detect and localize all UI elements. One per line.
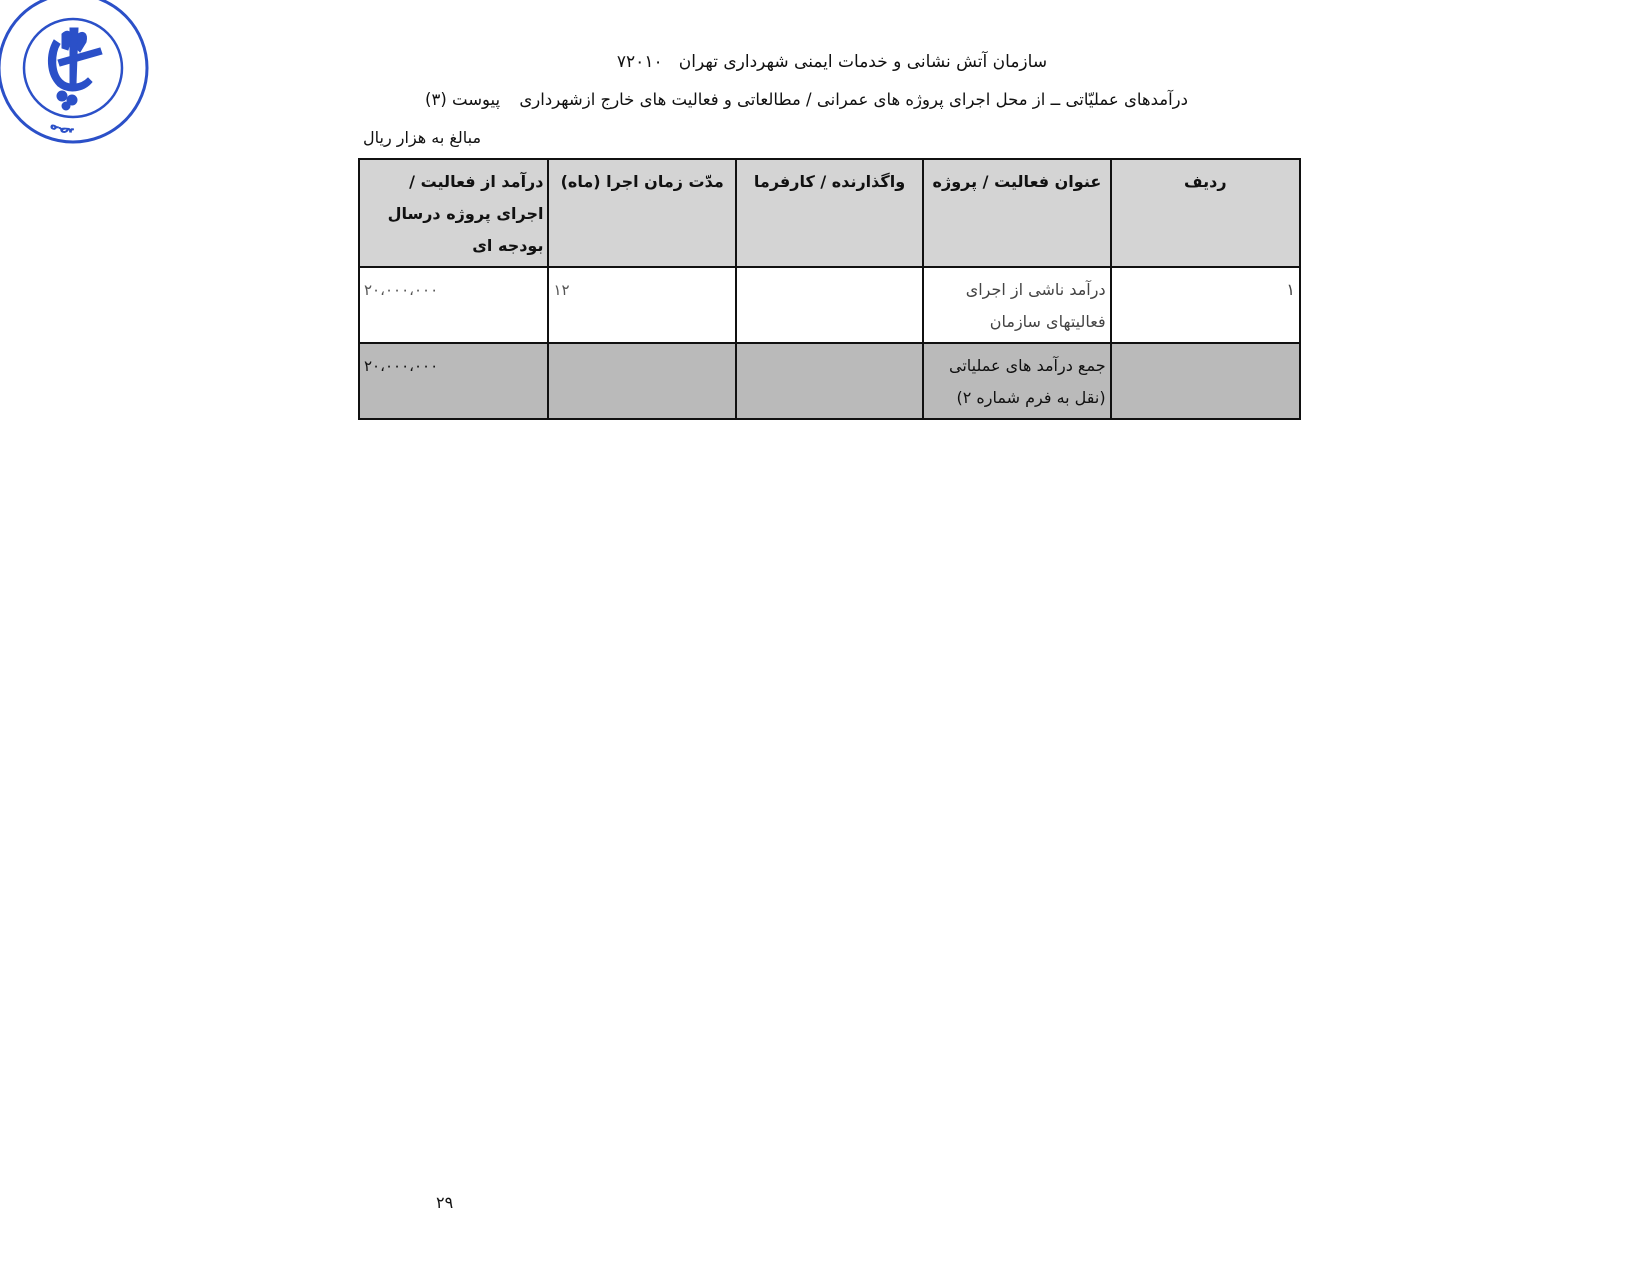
unit-note: مبالغ به هزار ریال (363, 128, 482, 147)
cell-title: درآمد ناشی از اجرای فعالیتهای سازمان (923, 267, 1110, 343)
column-header-row-number: ردیف (1111, 159, 1300, 267)
column-header-revenue: درآمد از فعالیت / اجرای پروژه درسال بودجه ای (359, 159, 548, 267)
column-header-client: واگذارنده / کارفرما (736, 159, 923, 267)
cell-client (736, 267, 923, 343)
organization-name: سازمان آتش نشانی و خدمات ایمنی شهرداری تهران (678, 52, 1048, 72)
table-header-row (359, 159, 1300, 267)
total-label: جمع درآمد های عملیاتی (نقل به فرم شماره ۲) (923, 343, 1110, 419)
total-cell-empty-3 (548, 343, 735, 419)
budget-code: ۷۲۰۱۰ (616, 52, 663, 72)
total-cell-empty-1 (1111, 343, 1300, 419)
total-row (359, 343, 1300, 419)
annex-label: پیوست (۳) (425, 90, 501, 109)
revenue-table (358, 158, 1301, 420)
total-cell-empty-2 (736, 343, 923, 419)
cell-revenue: ۲۰،۰۰۰،۰۰۰ (359, 267, 548, 343)
column-header-title: عنوان فعالیت / پروژه (923, 159, 1110, 267)
document-title (0, 52, 1650, 72)
column-header-duration: مدّت زمان اجرا (ماه) (548, 159, 735, 267)
cell-row-number: ۱ (1111, 267, 1300, 343)
stamp-ring-text: مص (46, 120, 75, 143)
page-number: ۲۹ (436, 1193, 454, 1212)
subtitle-text: درآمدهای عملیّاتی ــ از محل اجرای پروژه های عمرانی / مطالعاتی و فعالیت های خارج ازشهرداری (519, 90, 1188, 109)
council-stamp (0, 0, 154, 158)
table-row (359, 267, 1300, 343)
cell-duration: ۱۲ (548, 267, 735, 343)
total-revenue: ۲۰،۰۰۰،۰۰۰ (359, 343, 548, 419)
document-subtitle (425, 90, 1188, 109)
